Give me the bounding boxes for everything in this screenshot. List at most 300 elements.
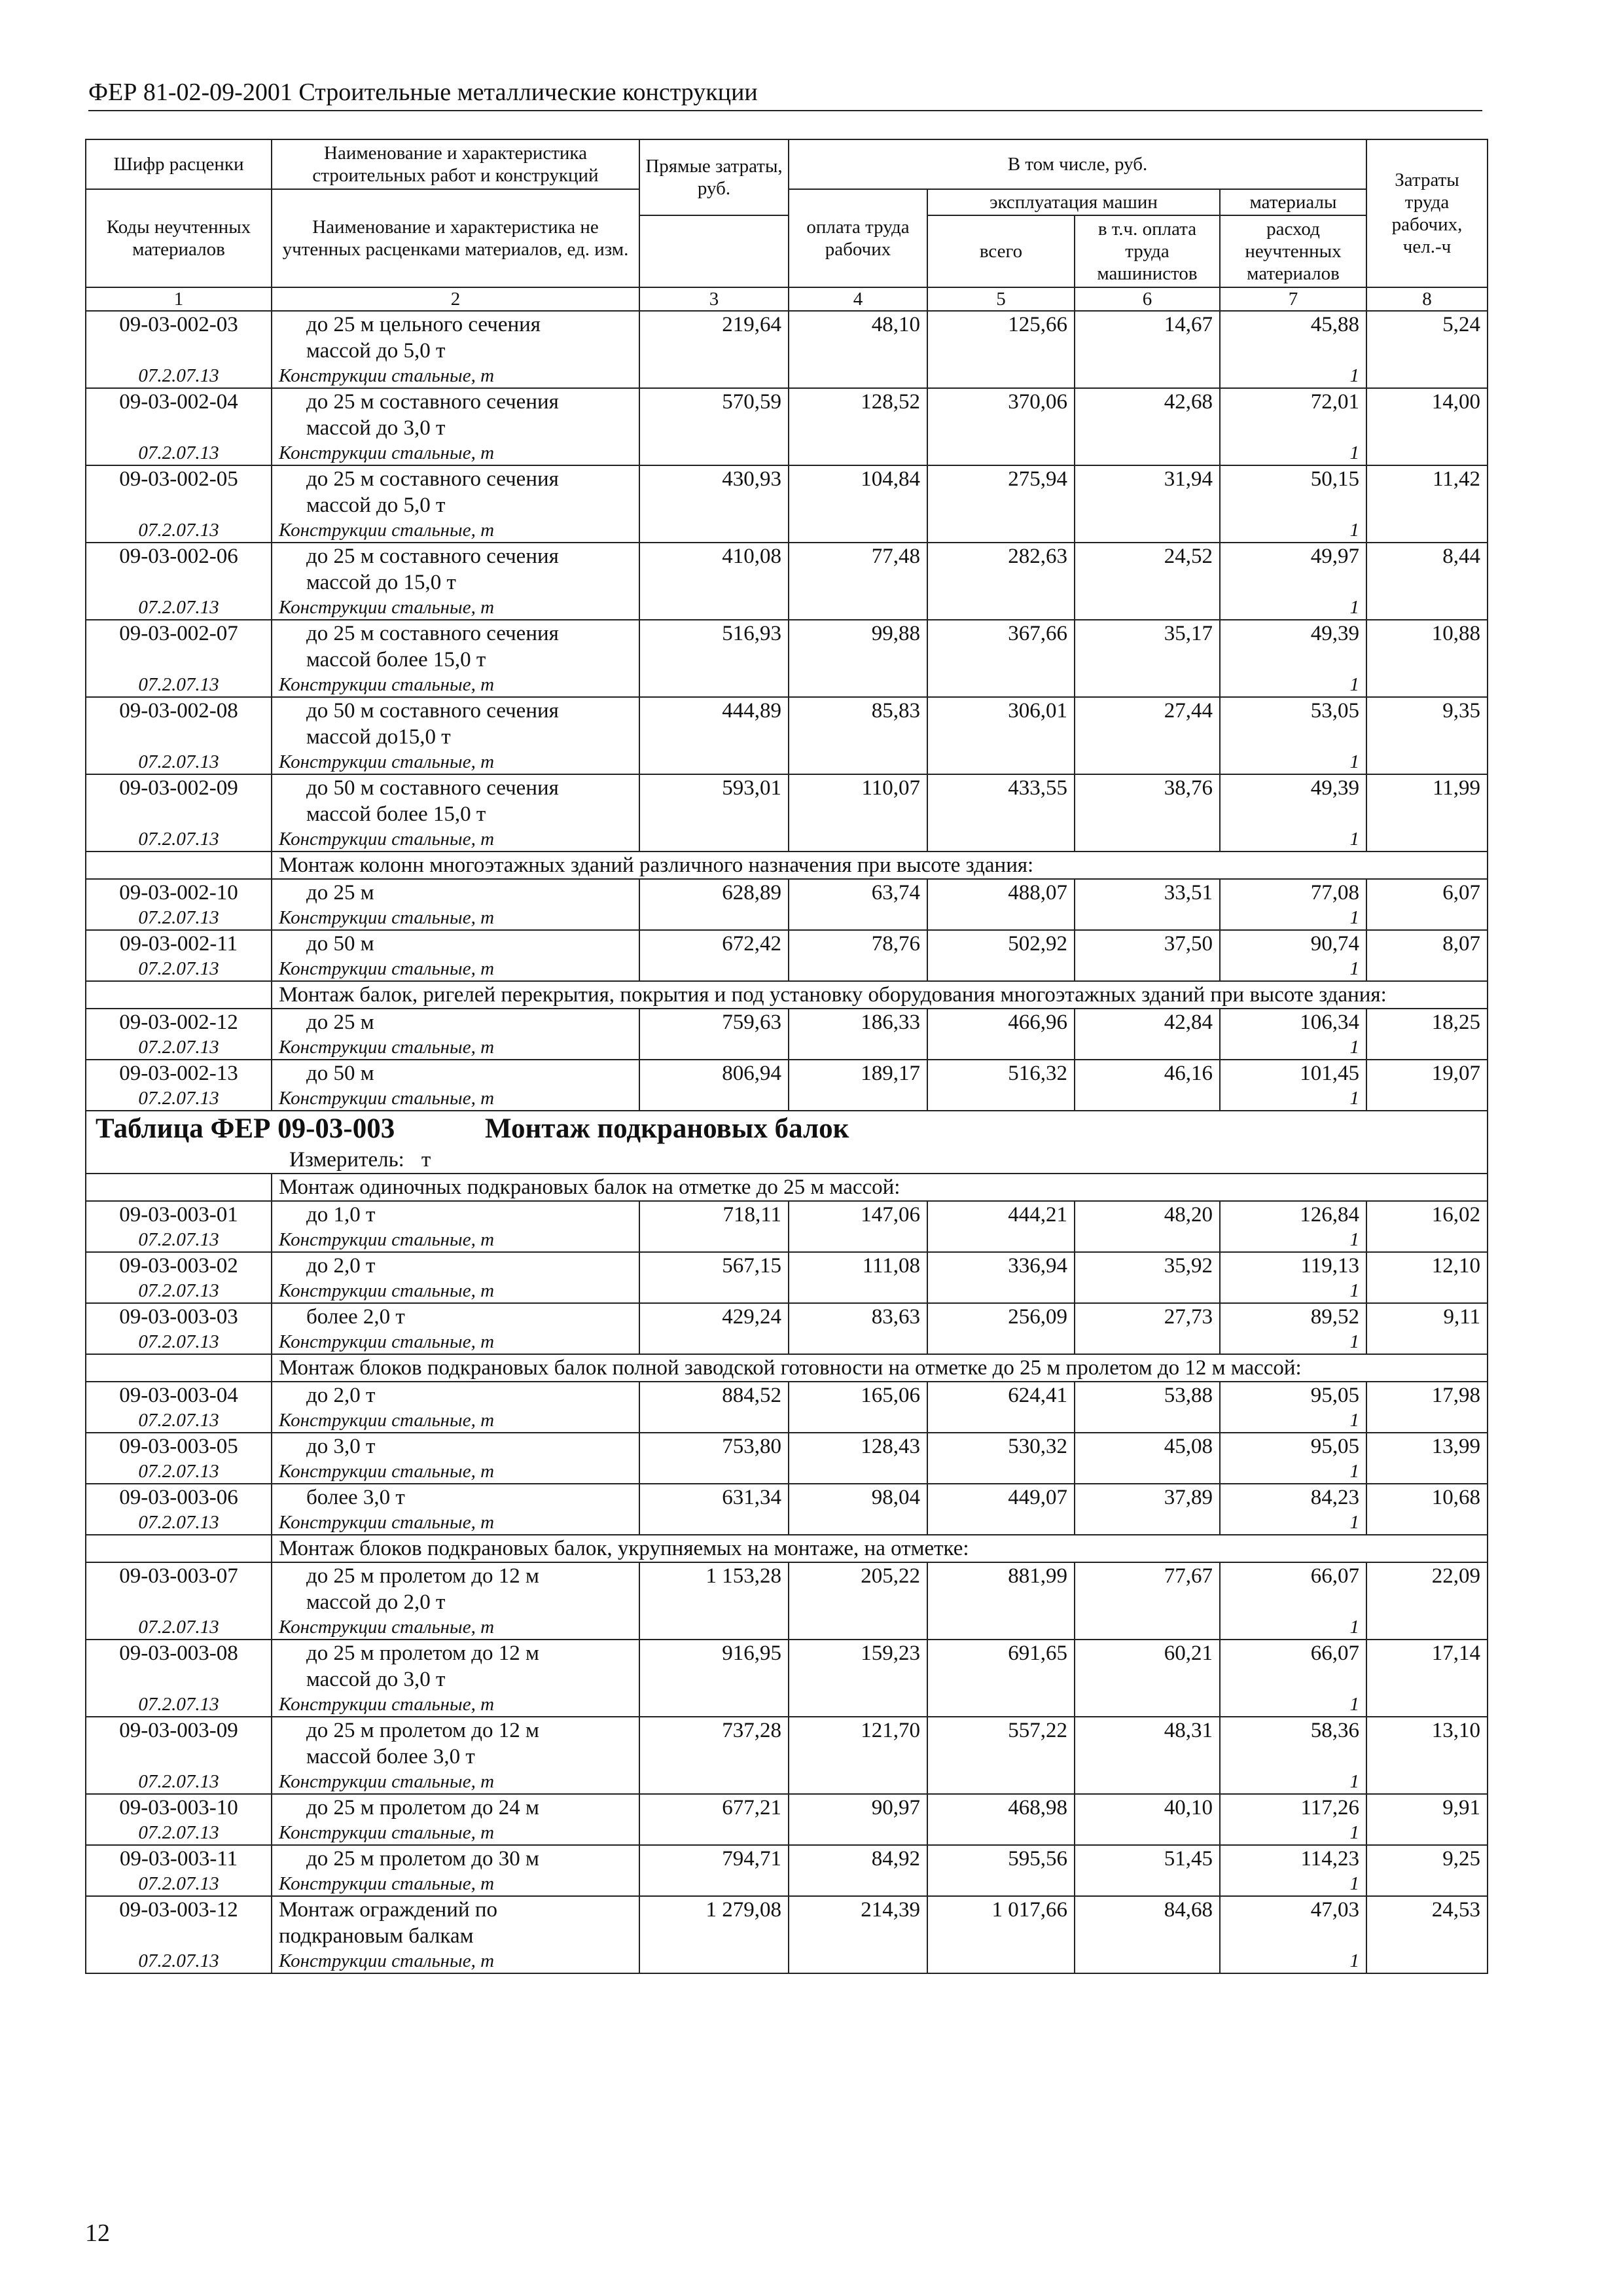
machines-total: 516,32 [927,1060,1075,1086]
machines-total: 306,01 [927,697,1075,724]
empty-cell [1075,647,1220,673]
materials-cost: 95,05 [1220,1433,1366,1460]
header-materials: материалы [1220,189,1366,215]
empty-cell [1075,492,1220,518]
rate-code: 09-03-002-11 [86,930,272,957]
header-mat-consumption: расход неучтенных материалов [1220,215,1366,287]
table-row [86,1009,1488,1035]
materials-cost: 101,45 [1220,1060,1366,1086]
empty-cell [1366,1872,1488,1896]
labor-hours: 17,98 [1366,1382,1488,1408]
materials-cost: 47,03 [1220,1896,1366,1923]
empty-cell [1075,1279,1220,1303]
labor-pay: 104,84 [789,465,927,492]
measure-row [86,1147,1488,1174]
empty-cell [639,1615,789,1640]
rate-code: 09-03-003-07 [86,1562,272,1589]
rate-code: 09-03-002-03 [86,311,272,338]
empty-cell [639,1693,789,1717]
empty-cell [1366,1693,1488,1717]
empty-cell [789,1408,927,1433]
empty-cell [1075,1949,1220,1973]
empty-cell [789,1666,927,1693]
header-total: всего [927,215,1075,287]
group-heading: Монтаж балок, ригелей перекрытия, покрытия и под установку оборудования многоэтажных зданий при высоте здания: [272,981,1488,1009]
empty-cell [639,647,789,673]
column-number: 1 [86,287,272,311]
empty-cell [86,981,272,1009]
machinist-pay: 48,31 [1075,1717,1220,1744]
material-name: Конструкции стальные, т [272,1693,639,1717]
work-description: до 50 м составного сечения [272,697,639,724]
empty-cell [789,1821,927,1845]
empty-cell [1075,1035,1220,1060]
machines-total: 466,96 [927,1009,1075,1035]
empty-cell [789,492,927,518]
empty-cell [1075,596,1220,620]
material-name: Конструкции стальные, т [272,957,639,981]
rate-code: 09-03-003-02 [86,1252,272,1279]
direct-cost: 806,94 [639,1060,789,1086]
labor-pay: 128,43 [789,1433,927,1460]
empty-cell [927,492,1075,518]
empty-cell [789,1330,927,1354]
material-quantity: 1 [1220,1511,1366,1535]
machines-total: 125,66 [927,311,1075,338]
table-title [86,1111,1488,1147]
empty-cell [1220,415,1366,441]
empty-cell [1366,1615,1488,1640]
machinist-pay: 84,68 [1075,1896,1220,1923]
table-row [86,1433,1488,1460]
material-quantity: 1 [1220,957,1366,981]
empty-cell [1075,1460,1220,1484]
empty-cell [1366,364,1488,388]
empty-cell [639,1923,789,1949]
machines-total: 624,41 [927,1382,1075,1408]
material-quantity: 1 [1220,1770,1366,1794]
material-name: Конструкции стальные, т [272,1035,639,1060]
labor-hours: 17,14 [1366,1640,1488,1666]
empty-cell [1366,1923,1488,1949]
work-description: до 2,0 т [272,1382,639,1408]
empty-cell [789,1589,927,1615]
empty-cell [1366,518,1488,543]
machines-total: 691,65 [927,1640,1075,1666]
material-quantity: 1 [1220,1330,1366,1354]
empty-cell [1220,724,1366,750]
empty-cell [789,1770,927,1794]
empty-cell [1075,518,1220,543]
machinist-pay: 53,88 [1075,1382,1220,1408]
work-description: до 25 м составного сечения [272,388,639,415]
empty-cell [789,415,927,441]
machines-total: 433,55 [927,774,1075,801]
direct-cost: 759,63 [639,1009,789,1035]
material-name: Конструкции стальные, т [272,1408,639,1433]
work-description: массой до 3,0 т [272,1666,639,1693]
empty-cell [789,596,927,620]
group-heading: Монтаж колонн многоэтажных зданий различного назначения при высоте здания: [272,852,1488,879]
page-number: 12 [85,2219,110,2247]
empty-cell [1075,1615,1220,1640]
empty-cell [1366,724,1488,750]
machinist-pay: 40,10 [1075,1794,1220,1821]
material-row [86,957,1488,981]
empty-cell [86,338,272,364]
table-row [86,1666,1488,1693]
empty-cell [1075,1228,1220,1252]
material-quantity: 1 [1220,364,1366,388]
empty-cell [1366,1408,1488,1433]
labor-pay: 205,22 [789,1562,927,1589]
empty-cell [86,1589,272,1615]
empty-cell [1220,1744,1366,1770]
empty-cell [1075,724,1220,750]
work-description: Монтаж ограждений по [272,1896,639,1923]
machinist-pay: 27,44 [1075,697,1220,724]
table-title-row [86,1111,1488,1147]
table-row [86,543,1488,569]
empty-cell [1366,906,1488,930]
labor-hours: 6,07 [1366,879,1488,906]
labor-hours: 5,24 [1366,311,1488,338]
price-table [85,139,1488,1974]
work-description: до 25 м составного сечения [272,620,639,647]
work-description: подкрановым балкам [272,1923,639,1949]
materials-cost: 72,01 [1220,388,1366,415]
empty-cell [639,1408,789,1433]
empty-cell [927,1666,1075,1693]
empty-cell [789,647,927,673]
material-name: Конструкции стальные, т [272,1770,639,1794]
empty-cell [789,801,927,827]
empty-cell [1075,569,1220,596]
machinist-pay: 60,21 [1075,1640,1220,1666]
work-description: до 50 м составного сечения [272,774,639,801]
empty-cell [927,673,1075,697]
empty-cell [1075,441,1220,465]
empty-cell [789,1279,927,1303]
empty-cell [1366,1949,1488,1973]
empty-cell [927,1770,1075,1794]
empty-cell [927,724,1075,750]
table-row [86,311,1488,338]
table-number: Таблица ФЕР 09-03-003 [96,1113,395,1144]
material-row [86,1872,1488,1896]
empty-cell [639,801,789,827]
page-header: ФЕР 81-02-09-2001 Строительные металлические конструкции [88,77,1482,111]
empty-cell [1220,569,1366,596]
work-description: до 25 м [272,879,639,906]
labor-hours: 8,44 [1366,543,1488,569]
material-code: 07.2.07.13 [86,1086,272,1111]
empty-cell [1075,827,1220,852]
direct-cost: 219,64 [639,311,789,338]
material-row [86,1693,1488,1717]
material-name: Конструкции стальные, т [272,518,639,543]
machines-total: 256,09 [927,1303,1075,1330]
labor-hours: 10,68 [1366,1484,1488,1511]
empty-cell [789,1035,927,1060]
material-name: Конструкции стальные, т [272,827,639,852]
empty-cell [639,1279,789,1303]
machinist-pay: 77,67 [1075,1562,1220,1589]
empty-cell [1366,1086,1488,1111]
empty-cell [927,441,1075,465]
empty-cell [1220,492,1366,518]
labor-pay: 78,76 [789,930,927,957]
labor-pay: 189,17 [789,1060,927,1086]
work-description: до 25 м пролетом до 24 м [272,1794,639,1821]
direct-cost: 737,28 [639,1717,789,1744]
material-quantity: 1 [1220,596,1366,620]
empty-cell [927,750,1075,774]
rate-code: 09-03-002-07 [86,620,272,647]
table-row [86,1060,1488,1086]
empty-cell [1366,801,1488,827]
materials-cost: 49,39 [1220,774,1366,801]
work-description: до 25 м пролетом до 12 м [272,1640,639,1666]
direct-cost: 570,59 [639,388,789,415]
material-code: 07.2.07.13 [86,1408,272,1433]
empty-cell [639,724,789,750]
rate-code: 09-03-003-12 [86,1896,272,1923]
work-description: до 25 м пролетом до 12 м [272,1717,639,1744]
empty-cell [789,518,927,543]
material-code: 07.2.07.13 [86,673,272,697]
table-row [86,724,1488,750]
group-heading-row [86,1354,1488,1382]
materials-cost: 58,36 [1220,1717,1366,1744]
table-row [86,1252,1488,1279]
materials-cost: 53,05 [1220,697,1366,724]
empty-cell [1075,906,1220,930]
empty-cell [86,1354,272,1382]
empty-cell [1075,1511,1220,1535]
empty-cell [639,1086,789,1111]
empty-cell [1366,1330,1488,1354]
direct-cost: 516,93 [639,620,789,647]
direct-cost: 429,24 [639,1303,789,1330]
measure-unit: т [421,1148,431,1172]
empty-cell [1366,673,1488,697]
group-heading-row [86,1174,1488,1201]
material-row [86,1511,1488,1535]
rate-code: 09-03-002-05 [86,465,272,492]
rate-code: 09-03-002-13 [86,1060,272,1086]
material-row [86,1228,1488,1252]
table-row [86,697,1488,724]
empty-cell [1366,750,1488,774]
labor-pay: 99,88 [789,620,927,647]
header-labor-cost: Затраты труда рабочих, чел.-ч [1366,139,1488,287]
material-quantity: 1 [1220,1949,1366,1973]
machinist-pay: 24,52 [1075,543,1220,569]
empty-cell [639,441,789,465]
empty-cell [927,957,1075,981]
material-code: 07.2.07.13 [86,827,272,852]
labor-pay: 111,08 [789,1252,927,1279]
material-name: Конструкции стальные, т [272,1228,639,1252]
machinist-pay: 48,20 [1075,1201,1220,1228]
labor-pay: 98,04 [789,1484,927,1511]
table-row [86,774,1488,801]
machines-total: 282,63 [927,543,1075,569]
labor-pay: 186,33 [789,1009,927,1035]
direct-cost: 1 279,08 [639,1896,789,1923]
empty-cell [927,415,1075,441]
table-row [86,1794,1488,1821]
material-quantity: 1 [1220,827,1366,852]
direct-cost: 410,08 [639,543,789,569]
material-row [86,1408,1488,1433]
empty-cell [86,569,272,596]
rate-code: 09-03-002-12 [86,1009,272,1035]
direct-cost: 430,93 [639,465,789,492]
measure [86,1147,1488,1174]
empty-cell [86,1174,272,1201]
table-row [86,801,1488,827]
table-row [86,1896,1488,1923]
direct-cost: 628,89 [639,879,789,906]
work-description: массой до 5,0 т [272,338,639,364]
work-description: до 2,0 т [272,1252,639,1279]
rate-code: 09-03-003-04 [86,1382,272,1408]
material-code: 07.2.07.13 [86,1511,272,1535]
table-row [86,1640,1488,1666]
material-name: Конструкции стальные, т [272,906,639,930]
material-row [86,518,1488,543]
material-quantity: 1 [1220,1872,1366,1896]
empty-cell [789,569,927,596]
empty-cell [639,1035,789,1060]
table-row [86,1201,1488,1228]
labor-hours: 24,53 [1366,1896,1488,1923]
column-numbers-row [86,287,1488,311]
labor-pay: 63,74 [789,879,927,906]
material-row [86,1460,1488,1484]
work-description: до 3,0 т [272,1433,639,1460]
empty-cell [1075,1666,1220,1693]
empty-cell [1220,647,1366,673]
labor-hours: 9,91 [1366,1794,1488,1821]
empty-cell [1220,1666,1366,1693]
empty-cell [789,338,927,364]
rate-code: 09-03-002-09 [86,774,272,801]
machinist-pay: 42,84 [1075,1009,1220,1035]
labor-hours: 16,02 [1366,1201,1488,1228]
empty-cell [1366,1279,1488,1303]
material-name: Конструкции стальные, т [272,1872,639,1896]
material-quantity: 1 [1220,518,1366,543]
empty-cell [927,827,1075,852]
labor-hours: 19,07 [1366,1060,1488,1086]
machines-total: 468,98 [927,1794,1075,1821]
empty-cell [789,1949,927,1973]
table-row [86,1845,1488,1872]
material-name: Конструкции стальные, т [272,1615,639,1640]
material-row [86,906,1488,930]
material-name: Конструкции стальные, т [272,1086,639,1111]
direct-cost: 677,21 [639,1794,789,1821]
empty-cell [639,673,789,697]
column-number: 7 [1220,287,1366,311]
materials-cost: 66,07 [1220,1640,1366,1666]
machines-total: 530,32 [927,1433,1075,1460]
empty-cell [86,492,272,518]
work-description: массой до15,0 т [272,724,639,750]
empty-cell [927,1589,1075,1615]
empty-cell [1366,415,1488,441]
machinist-pay: 33,51 [1075,879,1220,906]
machines-total: 502,92 [927,930,1075,957]
material-row [86,364,1488,388]
empty-cell [927,518,1075,543]
labor-hours: 9,35 [1366,697,1488,724]
empty-cell [1075,1086,1220,1111]
empty-cell [1075,1744,1220,1770]
empty-cell [927,364,1075,388]
machinist-pay: 45,08 [1075,1433,1220,1460]
material-quantity: 1 [1220,1279,1366,1303]
rate-code: 09-03-002-04 [86,388,272,415]
empty-cell [1075,673,1220,697]
header-incl: В том числе, руб. [789,139,1366,189]
empty-cell [1075,338,1220,364]
labor-pay: 48,10 [789,311,927,338]
empty-cell [86,724,272,750]
labor-hours: 10,88 [1366,620,1488,647]
empty-cell [639,906,789,930]
machines-total: 336,94 [927,1252,1075,1279]
header-mat-name: Наименование и характеристика не учтенных расценками материалов, ед. изм. [272,189,639,287]
empty-cell [927,1693,1075,1717]
empty-cell [1366,1770,1488,1794]
labor-pay: 147,06 [789,1201,927,1228]
labor-pay: 83,63 [789,1303,927,1330]
material-quantity: 1 [1220,1693,1366,1717]
direct-cost: 672,42 [639,930,789,957]
empty-cell [86,415,272,441]
empty-cell [789,906,927,930]
material-row [86,1770,1488,1794]
material-quantity: 1 [1220,1035,1366,1060]
empty-cell [1075,957,1220,981]
materials-cost: 66,07 [1220,1562,1366,1589]
material-code: 07.2.07.13 [86,957,272,981]
machinist-pay: 35,17 [1075,620,1220,647]
machinist-pay: 51,45 [1075,1845,1220,1872]
material-name: Конструкции стальные, т [272,1949,639,1973]
material-code: 07.2.07.13 [86,1821,272,1845]
rate-code: 09-03-003-08 [86,1640,272,1666]
column-number: 2 [272,287,639,311]
column-number: 5 [927,287,1075,311]
empty-cell [927,1744,1075,1770]
labor-hours: 13,10 [1366,1717,1488,1744]
header-codes: Коды неучтенных материалов [86,189,272,287]
empty-cell [927,1821,1075,1845]
work-description: массой более 15,0 т [272,801,639,827]
direct-cost: 567,15 [639,1252,789,1279]
empty-cell [1366,338,1488,364]
material-name: Конструкции стальные, т [272,364,639,388]
empty-cell [789,1923,927,1949]
material-code: 07.2.07.13 [86,1279,272,1303]
material-row [86,1035,1488,1060]
direct-cost: 631,34 [639,1484,789,1511]
